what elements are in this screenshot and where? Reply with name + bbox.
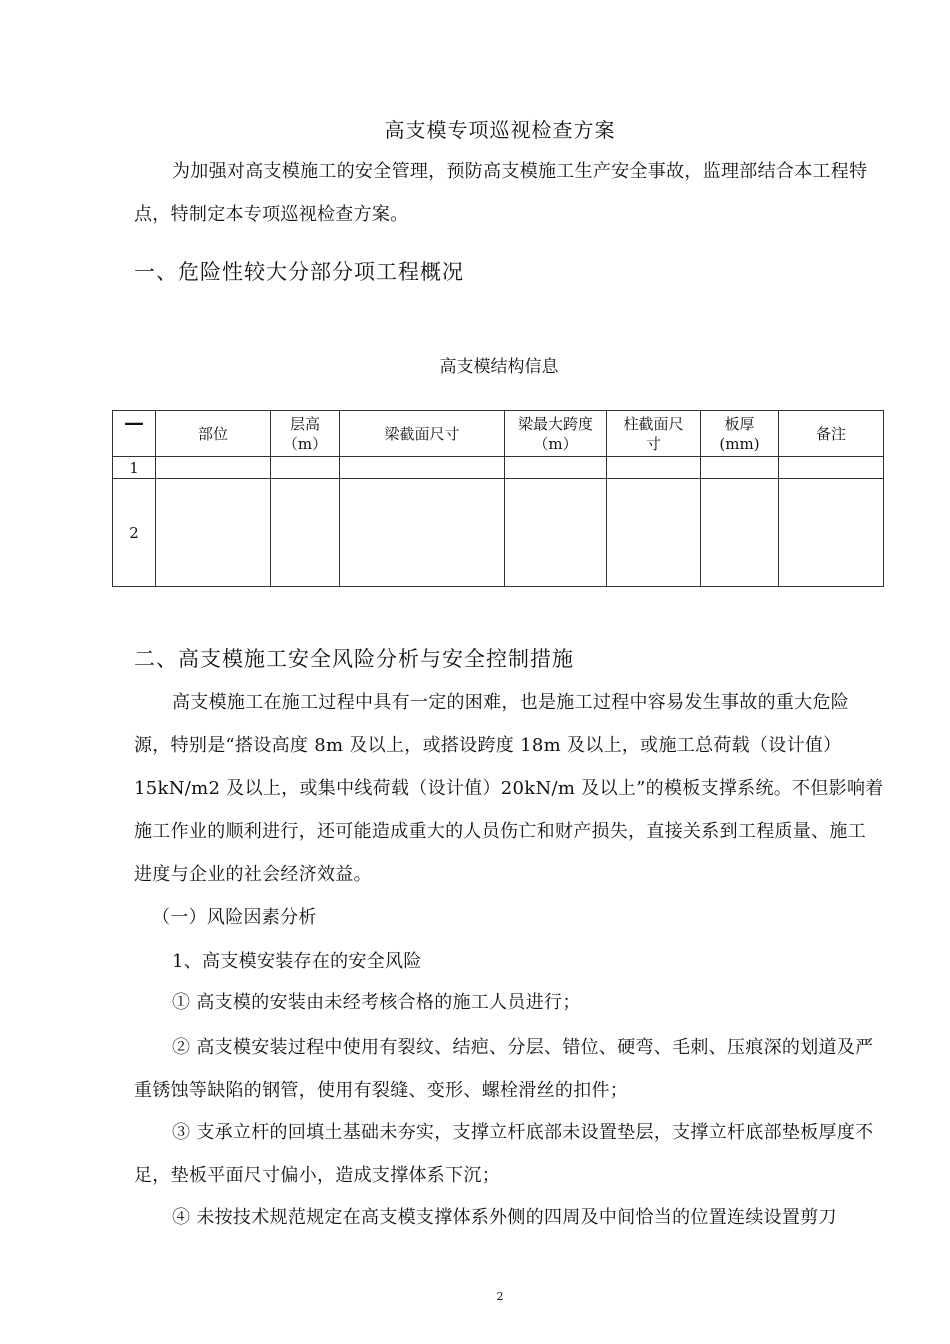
table-cell (340, 457, 505, 479)
header-label: 梁最大跨度 (517, 414, 593, 433)
table-cell (505, 479, 607, 587)
table-cell (156, 479, 271, 587)
page-number: 2 (496, 1290, 504, 1303)
header-label: 柱截面尺 (623, 414, 684, 433)
header-cell-column-section (607, 411, 701, 457)
table-cell (779, 479, 884, 587)
header-cell-floor-height (271, 411, 340, 457)
header-unit: （m） (533, 434, 578, 453)
table-cell (607, 479, 701, 587)
header-cell-beam-span (505, 411, 607, 457)
table-cell (340, 479, 505, 587)
subsection-install-risk: 1、高支模安装存在的安全风险 (172, 951, 422, 972)
row-number: 2 (113, 479, 156, 587)
header-label: 梁截面尺寸 (384, 424, 460, 443)
table-row (113, 479, 884, 587)
risk-item: ③ 支承立杆的回填土基础未夯实，支撑立杆底部未设置垫层，支撑立杆底部垫板厚度不足，垫板平面尺寸偏小，造成支撑体系下沉； (134, 1122, 874, 1186)
section-1-heading: 一、危险性较大分部分项工程概况 (134, 260, 464, 284)
header-unit: （m） (282, 434, 328, 453)
header-unit: (mm) (719, 434, 760, 453)
table-row (113, 457, 884, 479)
table-cell (701, 457, 779, 479)
subsection-risk-analysis: （一）风险因素分析 (152, 907, 317, 928)
header-label: 板厚 (724, 414, 755, 433)
header-cell-location (156, 411, 271, 457)
header-cell-beam-section (340, 411, 505, 457)
table-corner-cell: — (113, 411, 156, 457)
header-cell-slab-thickness (701, 411, 779, 457)
table-cell (271, 479, 340, 587)
risk-item: ① 高支模的安装由未经考核合格的施工人员进行； (172, 992, 581, 1013)
section-2-paragraph: 高支模施工在施工过程中具有一定的困难，也是施工过程中容易发生事故的重大危险源，特别是“搭设高度 8m 及以上，或搭设跨度 18m 及以上，或施工总荷载（设计值）15kN/m2 及以上，或集中线荷载（设计值）20kN/m 及以上”的模板支撑系统。不但影响着施工作业的顺利进行，还可能造成重大的人员伤亡和财产损失，直接关系到工程质量、施工进度与企业的社会经济效益。 (134, 692, 884, 885)
table-cell (607, 457, 701, 479)
header-label: 层高 (289, 414, 320, 433)
table-header-row (113, 411, 884, 457)
document-title: 高支模专项巡视检查方案 (384, 118, 616, 142)
header-label: 寸 (645, 434, 661, 453)
header-label: 备注 (815, 424, 846, 443)
table-cell (505, 457, 607, 479)
table-cell (701, 479, 779, 587)
risk-item: ② 高支模安装过程中使用有裂纹、结疤、分层、错位、硬弯、毛刺、压痕深的划道及严重锈蚀等缺陷的钢管，使用有裂缝、变形、螺栓滑丝的扣件； (134, 1037, 874, 1101)
table-cell (156, 457, 271, 479)
risk-item: ④ 未按技术规范规定在高支模支撑体系外侧的四周及中间恰当的位置连续设置剪刀 (172, 1207, 837, 1228)
header-label: 部位 (197, 424, 228, 443)
intro-paragraph: 为加强对高支模施工的安全管理，预防高支模施工生产安全事故，监理部结合本工程特点，特制定本专项巡视检查方案。 (134, 161, 868, 225)
row-number: 1 (113, 457, 156, 479)
header-cell-remarks (779, 411, 884, 457)
table-cell (779, 457, 884, 479)
structure-info-table (112, 410, 884, 587)
table-caption: 高支模结构信息 (439, 357, 559, 377)
section-2-heading: 二、高支模施工安全风险分析与安全控制措施 (134, 647, 574, 671)
table-cell (271, 457, 340, 479)
